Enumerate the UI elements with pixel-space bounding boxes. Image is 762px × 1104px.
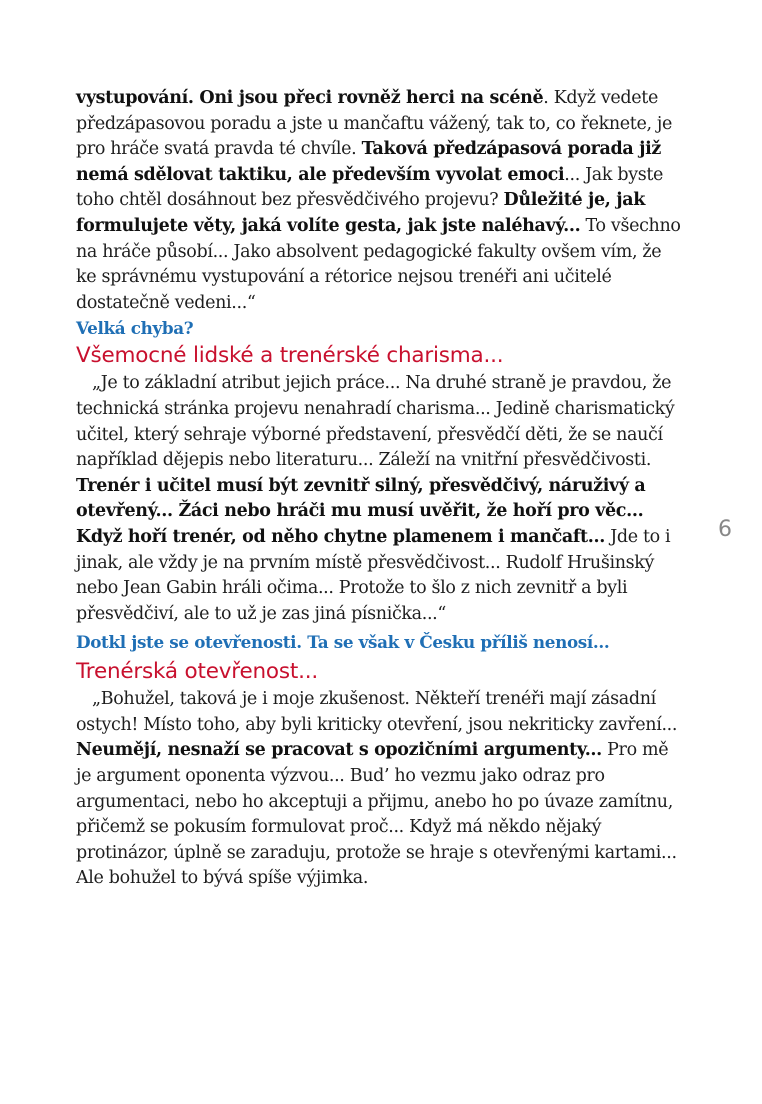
body-text: ... Jak byste toho chtěl dosáhnout bez přesvědčivého projevu? [76, 164, 664, 211]
bold-text: Trenér i učitel musí být zevnitř silný, přesvědčivý, náruživý a otevřený... Žáci nebo hráči mu musí uvěřit, že hoří pro věc... Když hoří trenér, od něho chytne plamenem i mančaft... [76, 475, 646, 547]
page-content [76, 86, 686, 892]
bold-text: Důležité je, jak formulujete věty, jaká volíte gesta, jak jste naléhavý... [76, 190, 645, 236]
section-heading-2: Trenérská otevřenost... [76, 659, 318, 685]
body-text: . Když vedete předzápasovou poradu a jste u mančaftu vážený, tak to, co řeknete, je pro hráče svatá pravda té chvíle. [76, 88, 673, 160]
bold-text: Taková předzápasová porada již nemá sdělovat taktiku, ale především vyvolat emoci [76, 139, 662, 185]
body-text: Pro mě je argument oponenta výzvou... Bud’ ho vezmu jako odraz pro argumentaci, nebo ho akceptuji a přijmu, anebo ho po úvaze zamítnu, přičemž se pokusím formulovat proč... Když má někdo nějaký protinázor, úplně se zaraduju, protože se hraje s otevřenými kartami... Ale bohužel to bývá spíše výjimka. [76, 740, 677, 889]
bold-text: Neumějí, nesnaží se pracovat s opozičními argumenty... [76, 740, 602, 761]
interview-question-2: Dotkl jste se otevřenosti. Ta se však v Česku příliš nenosí... [76, 632, 610, 653]
paragraph-2 [76, 371, 686, 627]
interview-question-1: Velká chyba? [76, 318, 194, 339]
body-text: „Je to základní atribut jejich práce... Na druhé straně je pravdou, že technická stránka projevu nenahradí charisma... Jedině charismatický učitel, který sehraje výborné představení, přesvědčí děti, že se naučí například dějepis nebo literaturu... Záleží na vnitřní přesvědčivosti. [76, 373, 675, 471]
paragraph-3 [76, 687, 686, 892]
body-text: To všechno na hráče působí... Jako absolvent pedagogické fakulty ovšem vím, že ke správnému vystupování a rétorice nejsou trenéři ani učitelé dostatečně vedeni...“ [76, 215, 681, 313]
page-number: 6 [718, 517, 732, 542]
paragraph-1 [76, 86, 686, 316]
section-heading-1: Všemocné lidské a trenérské charisma... [76, 343, 504, 369]
body-text: Jde to i jinak, ale vždy je na prvním místě přesvědčivost... Rudolf Hrušinský nebo Jean Gabin hráli očima... Protože to šlo z nich zevnitř a byli přesvědčiví, ale to už je zas jiná písnička...“ [76, 526, 671, 624]
bold-text: vystupování. Oni jsou přeci rovněž herci na scéně [76, 88, 544, 108]
body-text: „Bohužel, taková je i moje zkušenost. Někteří trenéři mají zásadní ostych! Místo toho, aby byli kriticky otevření, jsou nekriticky zavření... [76, 689, 678, 735]
